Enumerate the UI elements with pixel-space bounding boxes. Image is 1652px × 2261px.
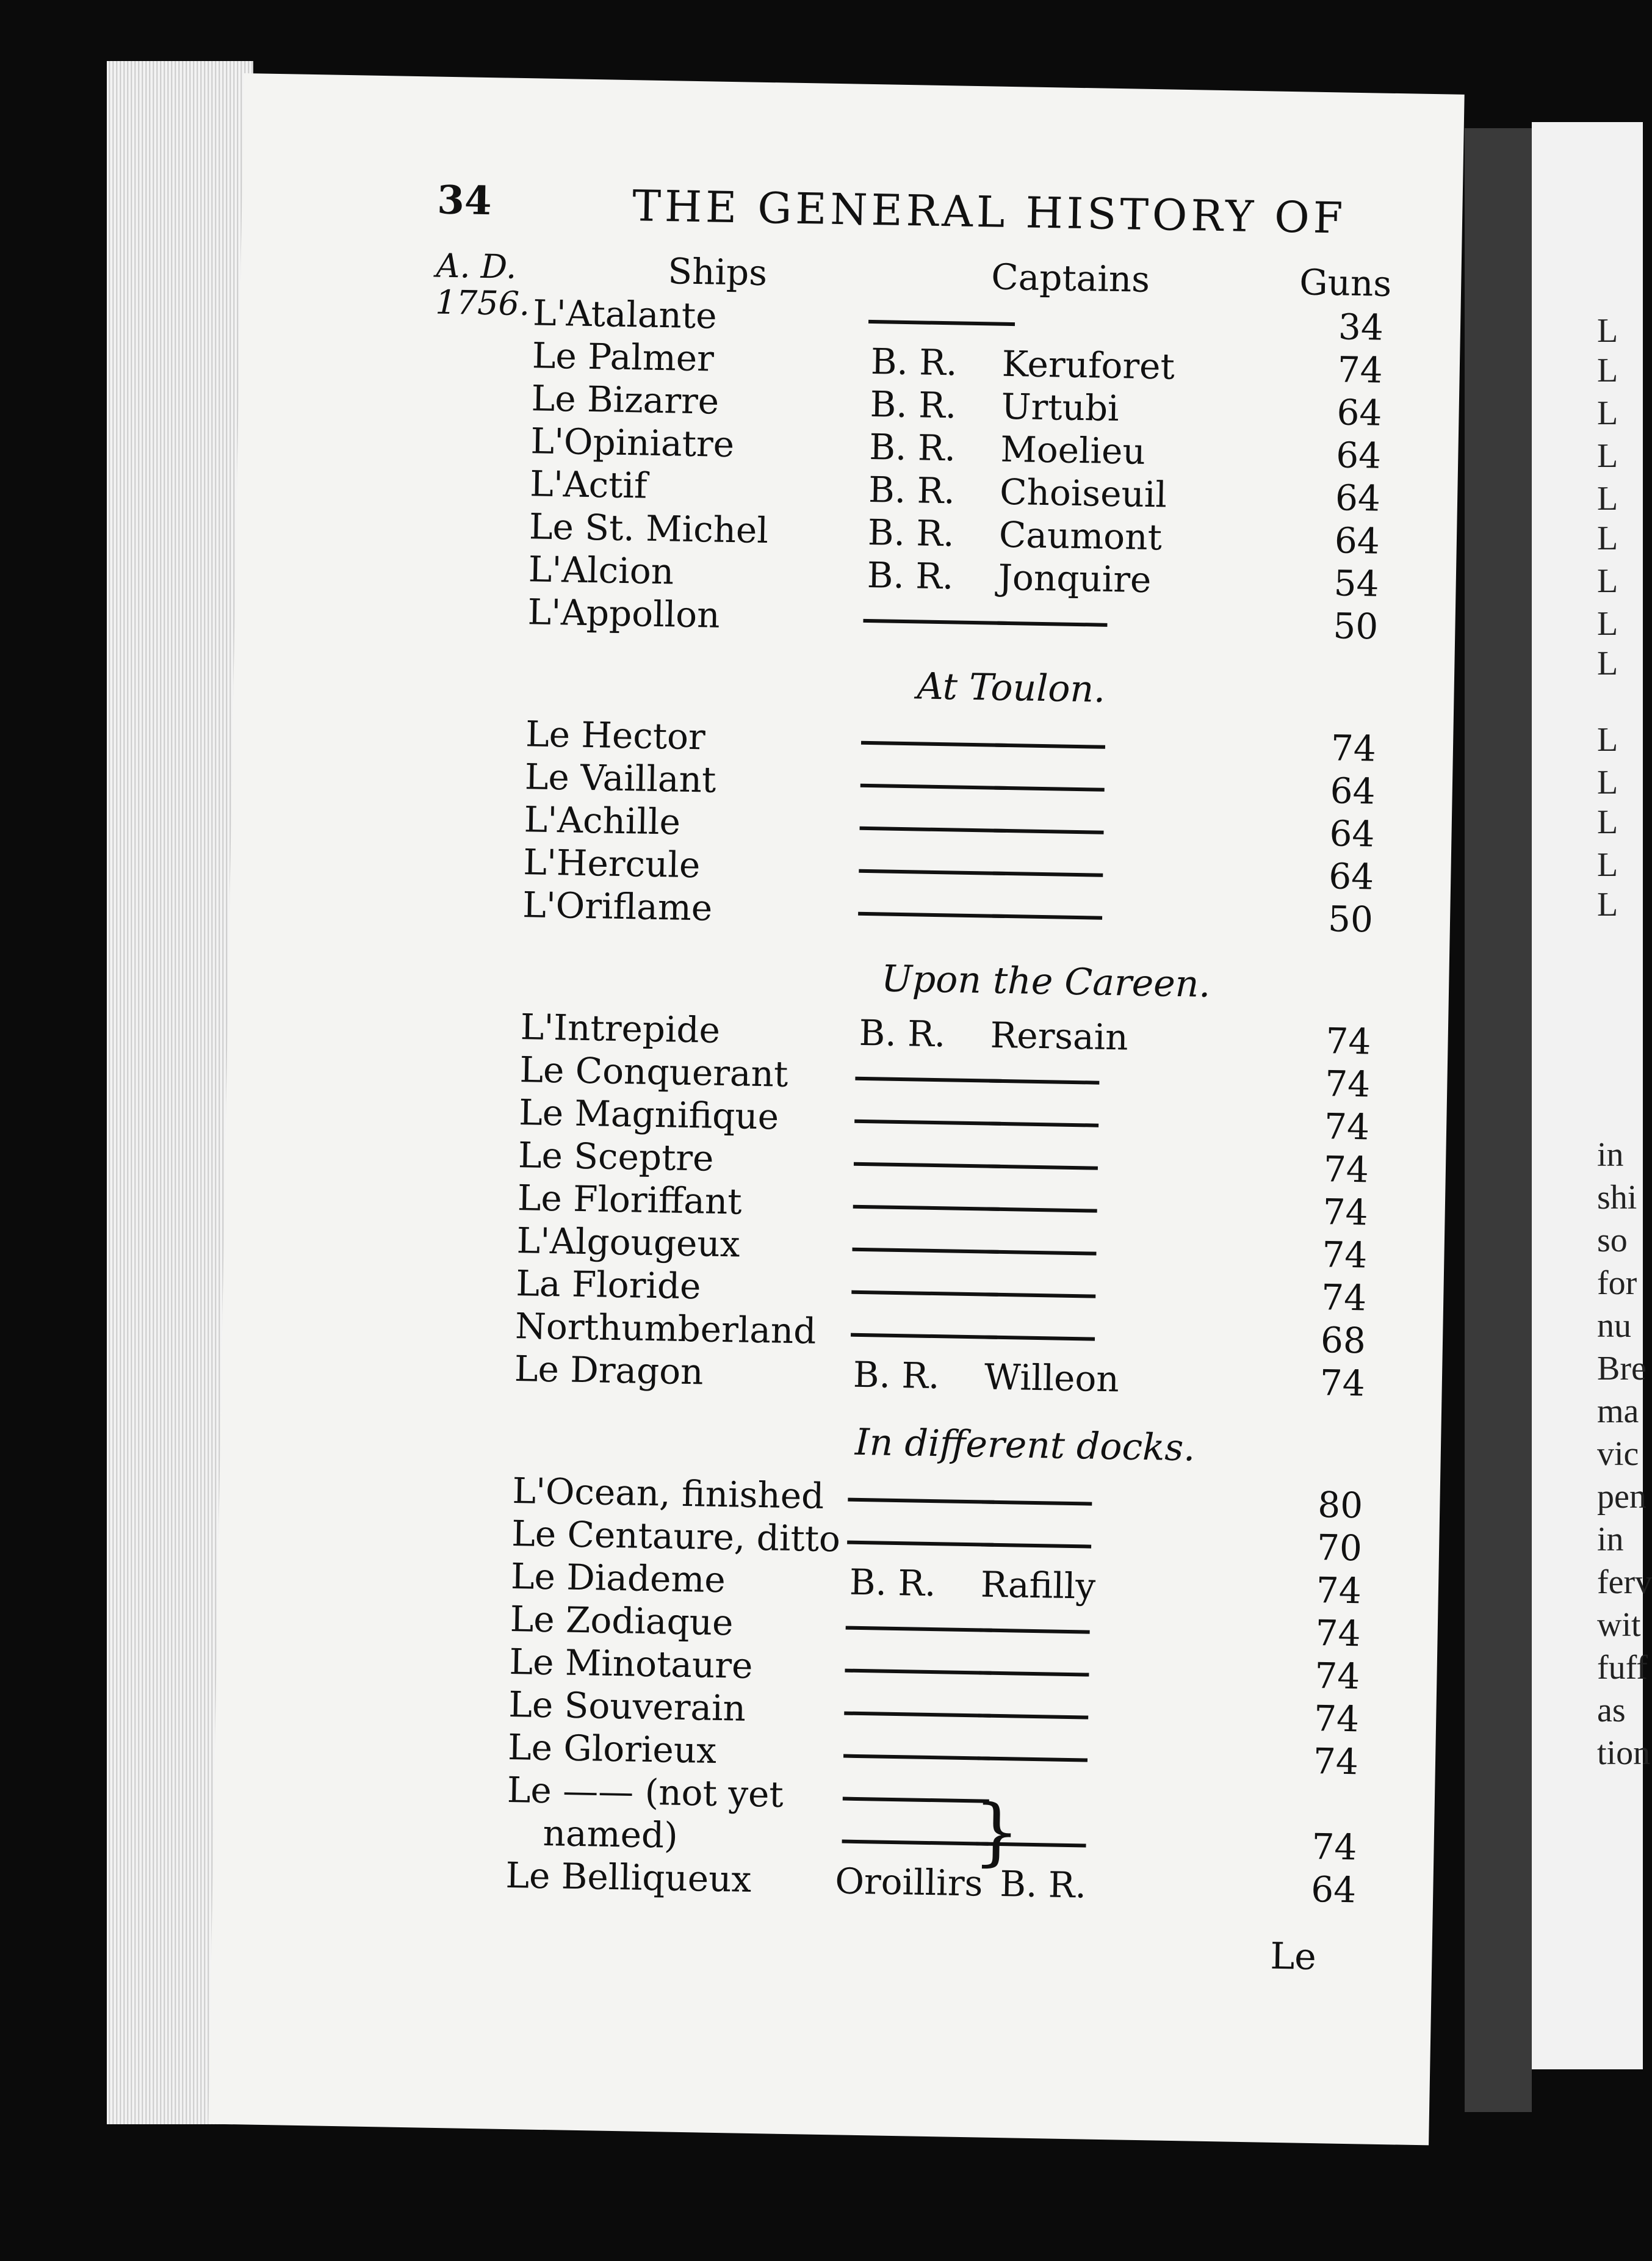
captain-name: Willeon bbox=[984, 1356, 1120, 1400]
blank-rule bbox=[992, 914, 1102, 920]
blank-rule bbox=[980, 1628, 1090, 1633]
ship-name: L'Atalante bbox=[532, 292, 718, 337]
blank-rule bbox=[860, 784, 1007, 790]
facing-page-line: L bbox=[1597, 721, 1618, 759]
blank-rule bbox=[863, 619, 1009, 625]
captain-rank: B. R. bbox=[849, 1561, 937, 1605]
captain-name: Moelieu bbox=[1000, 428, 1146, 472]
blank-rule bbox=[985, 1336, 1095, 1341]
section-heading: In different docks. bbox=[854, 1420, 1196, 1470]
gun-count: 74 bbox=[1321, 1276, 1367, 1319]
ship-name: L'Ocean, finished bbox=[511, 1470, 824, 1517]
blank-rule bbox=[981, 1543, 1091, 1548]
blank-rule bbox=[995, 786, 1105, 792]
facing-page-line: L bbox=[1597, 605, 1618, 643]
gun-count: 74 bbox=[1314, 1655, 1360, 1698]
page-content bbox=[208, 73, 1464, 2145]
gun-count: 64 bbox=[1335, 434, 1382, 477]
facing-page-line: L bbox=[1597, 886, 1618, 924]
facing-page-line: in bbox=[1597, 1136, 1624, 1174]
facing-page bbox=[1532, 122, 1643, 2069]
facing-page-line: vic bbox=[1597, 1435, 1639, 1473]
facing-page-gutter bbox=[1465, 128, 1532, 2112]
captain-rank: B. R. bbox=[868, 425, 956, 469]
blank-rule bbox=[846, 1626, 992, 1632]
column-header-captains: Captains bbox=[990, 256, 1150, 300]
blank-rule bbox=[988, 1165, 1098, 1170]
gun-count: 50 bbox=[1332, 605, 1379, 648]
blank-rule bbox=[986, 1250, 1096, 1256]
gun-count: 70 bbox=[1316, 1527, 1363, 1569]
blank-rule bbox=[989, 1122, 1098, 1127]
gun-count: 74 bbox=[1322, 1191, 1369, 1234]
ship-name: L'Opiniatre bbox=[530, 420, 735, 466]
blank-rule bbox=[852, 1248, 998, 1254]
blank-rule bbox=[987, 1207, 1097, 1213]
blank-rule bbox=[847, 1541, 994, 1547]
margin-ad: A. D. bbox=[436, 246, 517, 286]
facing-page-line: nu bbox=[1597, 1307, 1631, 1345]
blank-rule bbox=[995, 743, 1105, 749]
blank-rule bbox=[848, 1498, 994, 1504]
gun-count: 54 bbox=[1333, 562, 1380, 605]
ship-name: named) bbox=[543, 1812, 679, 1856]
facing-page-line: L bbox=[1597, 437, 1618, 475]
captain-rank: B. R. bbox=[870, 383, 957, 427]
facing-page-line: L bbox=[1597, 562, 1618, 600]
facing-page-line: ma bbox=[1597, 1392, 1639, 1430]
captain-name: Keruforet bbox=[1001, 342, 1175, 388]
gun-count: 74 bbox=[1316, 1569, 1362, 1612]
gun-count: 74 bbox=[1313, 1698, 1360, 1740]
facing-page-line: wit bbox=[1597, 1606, 1641, 1644]
facing-page-line: so bbox=[1597, 1221, 1628, 1259]
facing-page-line: L bbox=[1597, 519, 1618, 557]
gun-count: 64 bbox=[1334, 519, 1380, 562]
running-title: THE GENERAL HISTORY OF bbox=[632, 181, 1347, 244]
ship-name: L'Algougeux bbox=[516, 1220, 741, 1265]
column-header-ships: Ships bbox=[667, 250, 768, 294]
facing-page-line: L bbox=[1597, 352, 1618, 389]
facing-page-line: L bbox=[1597, 764, 1618, 801]
blank-rule bbox=[858, 912, 1005, 918]
gun-count: 64 bbox=[1335, 477, 1381, 519]
captain-name: Rersain bbox=[990, 1014, 1129, 1058]
gun-count: 74 bbox=[1337, 349, 1383, 391]
facing-page-line: fuff bbox=[1597, 1649, 1648, 1687]
ship-name: Le Bizarre bbox=[531, 377, 720, 422]
ship-name: Le Vaillant bbox=[524, 756, 716, 801]
blank-rule bbox=[997, 621, 1107, 627]
book-page bbox=[208, 73, 1464, 2145]
ship-name: Le Belliqueux bbox=[505, 1854, 752, 1900]
facing-page-line: in bbox=[1597, 1521, 1624, 1558]
blank-rule bbox=[978, 1756, 1088, 1762]
captain-name: Urtubi bbox=[1001, 385, 1120, 430]
blank-rule bbox=[868, 320, 1015, 326]
gun-count: 80 bbox=[1317, 1484, 1363, 1527]
gun-count: 74 bbox=[1321, 1234, 1368, 1276]
gun-count: 74 bbox=[1323, 1148, 1369, 1191]
ship-name: Le Magnifique bbox=[518, 1091, 779, 1138]
blank-rule bbox=[979, 1671, 1089, 1676]
ship-name: Le Dragon bbox=[514, 1348, 704, 1393]
gun-count: 74 bbox=[1324, 1063, 1371, 1105]
facing-page-line: as bbox=[1597, 1691, 1626, 1729]
gun-count: 50 bbox=[1327, 898, 1374, 941]
page-number: 34 bbox=[436, 177, 492, 225]
ship-name: L'Appollon bbox=[527, 591, 721, 636]
margin-year: 1756. bbox=[435, 283, 530, 324]
captain-rank: B. R. bbox=[867, 554, 954, 598]
blank-rule bbox=[860, 827, 1006, 833]
facing-page-line: Bre bbox=[1597, 1350, 1647, 1387]
captain-rank: B. R. bbox=[870, 340, 958, 384]
blank-rule bbox=[978, 1713, 1088, 1719]
captain-rank: B. R. bbox=[999, 1863, 1087, 1906]
gun-count: 74 bbox=[1324, 1105, 1370, 1148]
captain-rank: B. R. bbox=[868, 468, 956, 512]
facing-page-line: L bbox=[1597, 803, 1618, 841]
captain-name: Choiseuil bbox=[999, 471, 1167, 516]
ship-name: Le Floriffant bbox=[517, 1177, 743, 1223]
gun-count: 74 bbox=[1311, 1825, 1357, 1868]
facing-page-line: for bbox=[1597, 1264, 1637, 1302]
ship-name: Le Conquerant bbox=[519, 1049, 788, 1095]
gun-count: 64 bbox=[1330, 770, 1376, 812]
ship-name: L'Oriflame bbox=[522, 884, 713, 929]
blank-rule bbox=[994, 829, 1103, 834]
blank-rule bbox=[854, 1162, 1000, 1168]
ship-name: Le Diademe bbox=[510, 1555, 726, 1601]
blank-rule bbox=[842, 1840, 989, 1846]
blank-rule bbox=[853, 1205, 1000, 1211]
blank-rule bbox=[986, 1293, 1095, 1298]
ship-name: L'Hercule bbox=[522, 841, 701, 886]
gun-count: 68 bbox=[1320, 1319, 1366, 1362]
blank-rule bbox=[989, 1079, 1099, 1085]
ship-name: La Floride bbox=[515, 1262, 702, 1308]
facing-page-line: ferv bbox=[1597, 1563, 1652, 1601]
ship-name: Le Hector bbox=[525, 713, 706, 758]
blank-rule bbox=[855, 1077, 1001, 1083]
facing-page-line: L bbox=[1597, 312, 1618, 350]
ship-name: Le Souverain bbox=[508, 1683, 746, 1729]
blank-rule bbox=[851, 1290, 998, 1297]
facing-page-line: tion bbox=[1597, 1734, 1651, 1772]
ship-name: L'Achille bbox=[524, 798, 681, 843]
gun-count: 74 bbox=[1326, 1020, 1371, 1063]
captain-rank: B. R. bbox=[867, 511, 955, 555]
brace-mark: } bbox=[972, 1789, 1021, 1875]
captain-name: Caumont bbox=[998, 513, 1163, 559]
facing-page-line: L bbox=[1597, 645, 1618, 682]
column-header-guns: Guns bbox=[1299, 261, 1392, 305]
gun-count: 34 bbox=[1338, 306, 1384, 349]
ship-name: Le Glorieux bbox=[507, 1726, 717, 1771]
ship-name: Le Sceptre bbox=[518, 1134, 714, 1179]
facing-page-line: pen bbox=[1597, 1478, 1647, 1516]
blank-rule bbox=[854, 1120, 1001, 1126]
facing-page-line: L bbox=[1597, 394, 1618, 432]
ship-name: Le St. Michel bbox=[528, 505, 769, 552]
blank-rule bbox=[845, 1669, 991, 1675]
blank-rule bbox=[861, 741, 1008, 747]
gun-count: 64 bbox=[1328, 855, 1374, 898]
facing-page-line: L bbox=[1597, 846, 1618, 884]
blank-rule bbox=[851, 1333, 997, 1339]
ship-name: L'Intrepide bbox=[520, 1006, 721, 1051]
gun-count: 64 bbox=[1310, 1868, 1357, 1911]
gun-count: 64 bbox=[1329, 812, 1375, 855]
facing-page-line: shi bbox=[1597, 1179, 1637, 1217]
gun-count: 74 bbox=[1313, 1740, 1359, 1783]
ship-name: Le —— (not yet bbox=[507, 1768, 784, 1815]
captain-name: Oroillirs bbox=[834, 1860, 983, 1905]
ship-name: Le Minotaure bbox=[509, 1640, 753, 1687]
blank-rule bbox=[982, 1500, 1092, 1505]
ship-name: Le Centaure, ditto bbox=[511, 1513, 841, 1560]
blank-rule bbox=[843, 1754, 990, 1760]
captain-name: Rafilly bbox=[980, 1563, 1096, 1607]
captain-rank: B. R. bbox=[853, 1353, 940, 1397]
ship-name: Le Zodiaque bbox=[510, 1597, 734, 1644]
captain-name: Jonquire bbox=[998, 556, 1152, 601]
blank-rule bbox=[844, 1712, 990, 1718]
blank-rule bbox=[843, 1797, 989, 1803]
page-header bbox=[437, 178, 1536, 251]
captain-rank: B. R. bbox=[859, 1011, 946, 1055]
gun-count: 74 bbox=[1319, 1362, 1366, 1405]
catchword: Le bbox=[1269, 1934, 1317, 1979]
ship-name: Northumberland bbox=[514, 1305, 817, 1352]
blank-rule bbox=[993, 872, 1103, 877]
ship-name: L'Actif bbox=[529, 463, 648, 507]
ship-name: Le Palmer bbox=[532, 335, 715, 380]
ship-name: L'Alcion bbox=[528, 548, 674, 593]
section-heading: Upon the Careen. bbox=[881, 957, 1211, 1006]
gun-count: 74 bbox=[1315, 1612, 1362, 1655]
facing-page-line: L bbox=[1597, 480, 1618, 518]
gun-count: 74 bbox=[1330, 727, 1377, 770]
gun-count: 64 bbox=[1336, 391, 1382, 434]
section-heading: At Toulon. bbox=[917, 665, 1106, 711]
blank-rule bbox=[859, 869, 1005, 875]
